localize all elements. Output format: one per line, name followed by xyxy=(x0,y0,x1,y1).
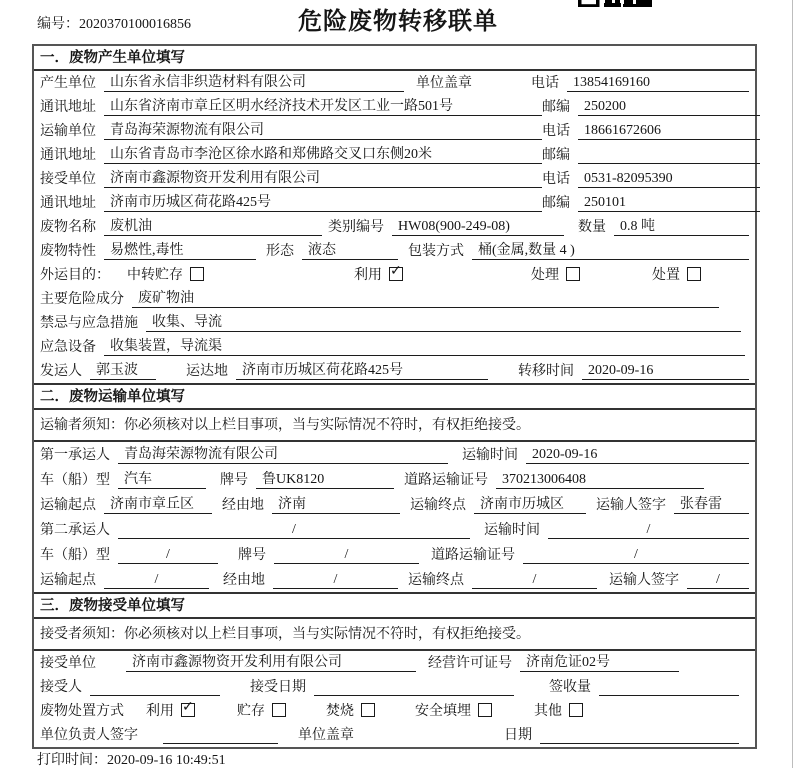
form-row xyxy=(34,143,755,167)
field-label: 中转贮存 xyxy=(127,268,183,283)
form-row xyxy=(34,215,755,239)
field-value xyxy=(163,743,278,744)
field-label: 产生单位 xyxy=(40,76,96,91)
field-label: 数量 xyxy=(578,220,606,235)
form-row xyxy=(34,442,755,467)
field-label: 发运人 xyxy=(40,364,82,379)
field-label: 签收量 xyxy=(549,680,591,695)
field-value xyxy=(540,743,739,744)
manifest-table xyxy=(32,44,757,749)
form-row xyxy=(34,239,755,263)
field-label: 类别编号 xyxy=(328,220,384,235)
field-value: 2020-09-16 xyxy=(582,362,749,380)
field-label: 贮存 xyxy=(237,704,265,719)
field-value: / xyxy=(548,521,749,539)
field-label: 通讯地址 xyxy=(40,148,96,163)
form-row xyxy=(34,287,755,311)
field-label: 邮编 xyxy=(542,148,570,163)
field-label: 牌号 xyxy=(238,548,266,563)
form-row xyxy=(34,191,755,215)
section-header: 二．废物运输单位填写 xyxy=(34,383,755,410)
form-row xyxy=(34,71,755,95)
field-value: / xyxy=(523,546,749,564)
field-value: 13854169160 xyxy=(567,74,749,92)
field-label: 禁忌与应急措施 xyxy=(40,316,138,331)
checkbox-unchecked-icon xyxy=(687,267,701,281)
form-row xyxy=(34,675,755,699)
field-value: 青岛海荣源物流有限公司 xyxy=(104,122,542,140)
qr-code-fragment xyxy=(578,0,652,7)
field-label: 运输时间 xyxy=(484,523,540,538)
checkbox-unchecked-icon xyxy=(569,703,583,717)
page-edge-line xyxy=(792,0,793,768)
field-label: 安全填埋 xyxy=(415,704,471,719)
section-rows xyxy=(34,442,755,592)
field-label: 形态 xyxy=(266,244,294,259)
field-value: 济南市历城区荷花路425号 xyxy=(236,362,488,380)
page-title: 危险废物转移联单 xyxy=(298,9,498,35)
field-label: 运输终点 xyxy=(410,498,466,513)
field-value: 易燃性,毒性 xyxy=(104,242,256,260)
field-value: 250101 xyxy=(578,194,760,212)
field-label: 电话 xyxy=(542,124,570,139)
form-header xyxy=(0,0,796,44)
field-value: 废矿物油 xyxy=(132,290,719,308)
field-value: 0.8 吨 xyxy=(614,218,749,236)
field-label: 接受日期 xyxy=(250,680,306,695)
field-value: 济南危证02号 xyxy=(520,654,679,672)
field-value: 济南市章丘区 xyxy=(104,496,212,514)
checkbox-unchecked-icon xyxy=(190,267,204,281)
form-row xyxy=(34,567,755,592)
field-label: 单位盖章 xyxy=(416,76,472,91)
field-value: / xyxy=(274,546,419,564)
field-value: / xyxy=(118,546,218,564)
form-row xyxy=(34,263,755,287)
field-label: 转移时间 xyxy=(518,364,574,379)
field-label: 通讯地址 xyxy=(40,100,96,115)
field-label: 日期 xyxy=(504,728,532,743)
field-value xyxy=(578,163,760,164)
field-value: 收集、导流 xyxy=(146,314,741,332)
section-transporter xyxy=(34,383,755,592)
field-label: 运达地 xyxy=(186,364,228,379)
section-rows xyxy=(34,651,755,747)
field-value: / xyxy=(118,521,470,539)
field-value xyxy=(90,695,220,696)
field-value: 济南 xyxy=(272,496,400,514)
field-value: 济南市鑫源物资开发利用有限公司 xyxy=(104,170,542,188)
form-row xyxy=(34,517,755,542)
field-label: 经营许可证号 xyxy=(428,656,512,671)
field-label: 道路运输证号 xyxy=(404,473,488,488)
form-row xyxy=(34,359,755,383)
checkbox-unchecked-icon xyxy=(566,267,580,281)
field-label: 处理 xyxy=(531,268,559,283)
receiver-notice: 接受者须知：你必须核对以上栏目事项，当与实际情况不符时，有权拒绝接受。 xyxy=(34,619,755,651)
field-value: 废机油 xyxy=(104,218,322,236)
field-value: 液态 xyxy=(302,242,398,260)
field-label: 外运目的： xyxy=(40,268,110,283)
serial-number: 2020370100016856 xyxy=(79,17,191,32)
field-value: 鲁UK8120 xyxy=(256,471,394,489)
field-label: 运输起点 xyxy=(40,573,96,588)
field-value: 山东省青岛市李沧区徐水路和郑佛路交叉口东侧20米 xyxy=(104,146,542,164)
section-receiver xyxy=(34,592,755,747)
form-row xyxy=(34,699,755,723)
section-header: 一．废物产生单位填写 xyxy=(34,46,755,71)
checkbox-unchecked-icon xyxy=(272,703,286,717)
field-label: 电话 xyxy=(542,172,570,187)
field-value: 青岛海荣源物流有限公司 xyxy=(118,446,448,464)
field-label: 运输单位 xyxy=(40,124,96,139)
form-row xyxy=(34,335,755,359)
field-label: 车（船）型 xyxy=(40,548,110,563)
field-value: 桶(金属,数量 4 ) xyxy=(472,242,749,260)
field-value: 济南市历城区荷花路425号 xyxy=(104,194,542,212)
field-label: 电话 xyxy=(531,76,559,91)
field-value: 18661672606 xyxy=(578,122,760,140)
field-label: 牌号 xyxy=(220,473,248,488)
section-rows xyxy=(34,71,755,383)
field-label: 接受单位 xyxy=(40,172,96,187)
field-label: 废物名称 xyxy=(40,220,96,235)
field-value: 山东省永信非织造材料有限公司 xyxy=(104,74,404,92)
field-label: 经由地 xyxy=(223,573,265,588)
field-label: 经由地 xyxy=(222,498,264,513)
form-row xyxy=(34,311,755,335)
form-row xyxy=(34,467,755,492)
checkbox-unchecked-icon xyxy=(478,703,492,717)
form-row xyxy=(34,651,755,675)
field-label: 邮编 xyxy=(542,196,570,211)
checkbox-unchecked-icon xyxy=(361,703,375,717)
field-label: 运输起点 xyxy=(40,498,96,513)
field-value: 山东省济南市章丘区明水经济技术开发区工业一路501号 xyxy=(104,98,542,116)
field-label: 运输时间 xyxy=(462,448,518,463)
form-row xyxy=(34,723,755,747)
field-label: 邮编 xyxy=(542,100,570,115)
field-label: 运输人签字 xyxy=(596,498,666,513)
field-value xyxy=(599,695,739,696)
field-value: 济南市历城区 xyxy=(474,496,586,514)
field-label: 接受单位 xyxy=(40,656,96,671)
field-label: 运输人签字 xyxy=(609,573,679,588)
field-label: 处置 xyxy=(652,268,680,283)
print-time-label: 打印时间： xyxy=(37,753,107,768)
form-row xyxy=(34,542,755,567)
section-header: 三．废物接受单位填写 xyxy=(34,592,755,619)
field-value: 370213006408 xyxy=(496,471,704,489)
field-value: 张春雷 xyxy=(674,496,749,514)
field-value: / xyxy=(687,571,749,589)
field-label: 焚烧 xyxy=(326,704,354,719)
field-value: / xyxy=(273,571,398,589)
field-value: HW08(900-249-08) xyxy=(392,218,564,236)
field-label: 废物处置方式 xyxy=(40,704,124,719)
form-row xyxy=(34,95,755,119)
field-label: 通讯地址 xyxy=(40,196,96,211)
field-value xyxy=(314,695,514,696)
print-time-line xyxy=(37,749,226,769)
field-value: / xyxy=(104,571,209,589)
field-label: 其他 xyxy=(534,704,562,719)
form-row xyxy=(34,492,755,517)
field-label: 第二承运人 xyxy=(40,523,110,538)
field-value: 收集装置，导流渠 xyxy=(104,338,745,356)
field-label: 运输终点 xyxy=(408,573,464,588)
field-value: / xyxy=(472,571,597,589)
serial-label: 编号： xyxy=(37,17,79,32)
form-row xyxy=(34,119,755,143)
section-producer xyxy=(34,46,755,383)
field-label: 废物特性 xyxy=(40,244,96,259)
field-label: 第一承运人 xyxy=(40,448,110,463)
field-label: 主要危险成分 xyxy=(40,292,124,307)
field-label: 接受人 xyxy=(40,680,82,695)
field-value: 0531-82095390 xyxy=(578,170,760,188)
print-time-value: 2020-09-16 10:49:51 xyxy=(107,753,226,768)
field-label: 道路运输证号 xyxy=(431,548,515,563)
transporter-notice: 运输者须知：你必须核对以上栏目事项，当与实际情况不符时，有权拒绝接受。 xyxy=(34,410,755,442)
field-label: 车（船）型 xyxy=(40,473,110,488)
field-label: 利用 xyxy=(146,704,174,719)
field-label: 包装方式 xyxy=(408,244,464,259)
checkbox-checked-icon xyxy=(389,267,403,281)
field-label: 单位负责人签字 xyxy=(40,728,138,743)
field-value: 济南市鑫源物资开发利用有限公司 xyxy=(126,654,416,672)
form-row xyxy=(34,167,755,191)
field-label: 利用 xyxy=(354,268,382,283)
field-value: 250200 xyxy=(578,98,760,116)
field-label: 单位盖章 xyxy=(298,728,354,743)
field-label: 应急设备 xyxy=(40,340,96,355)
field-value: 郭玉波 xyxy=(90,362,156,380)
field-value: 2020-09-16 xyxy=(526,446,749,464)
field-value: 汽车 xyxy=(118,471,206,489)
checkbox-checked-icon xyxy=(181,703,195,717)
